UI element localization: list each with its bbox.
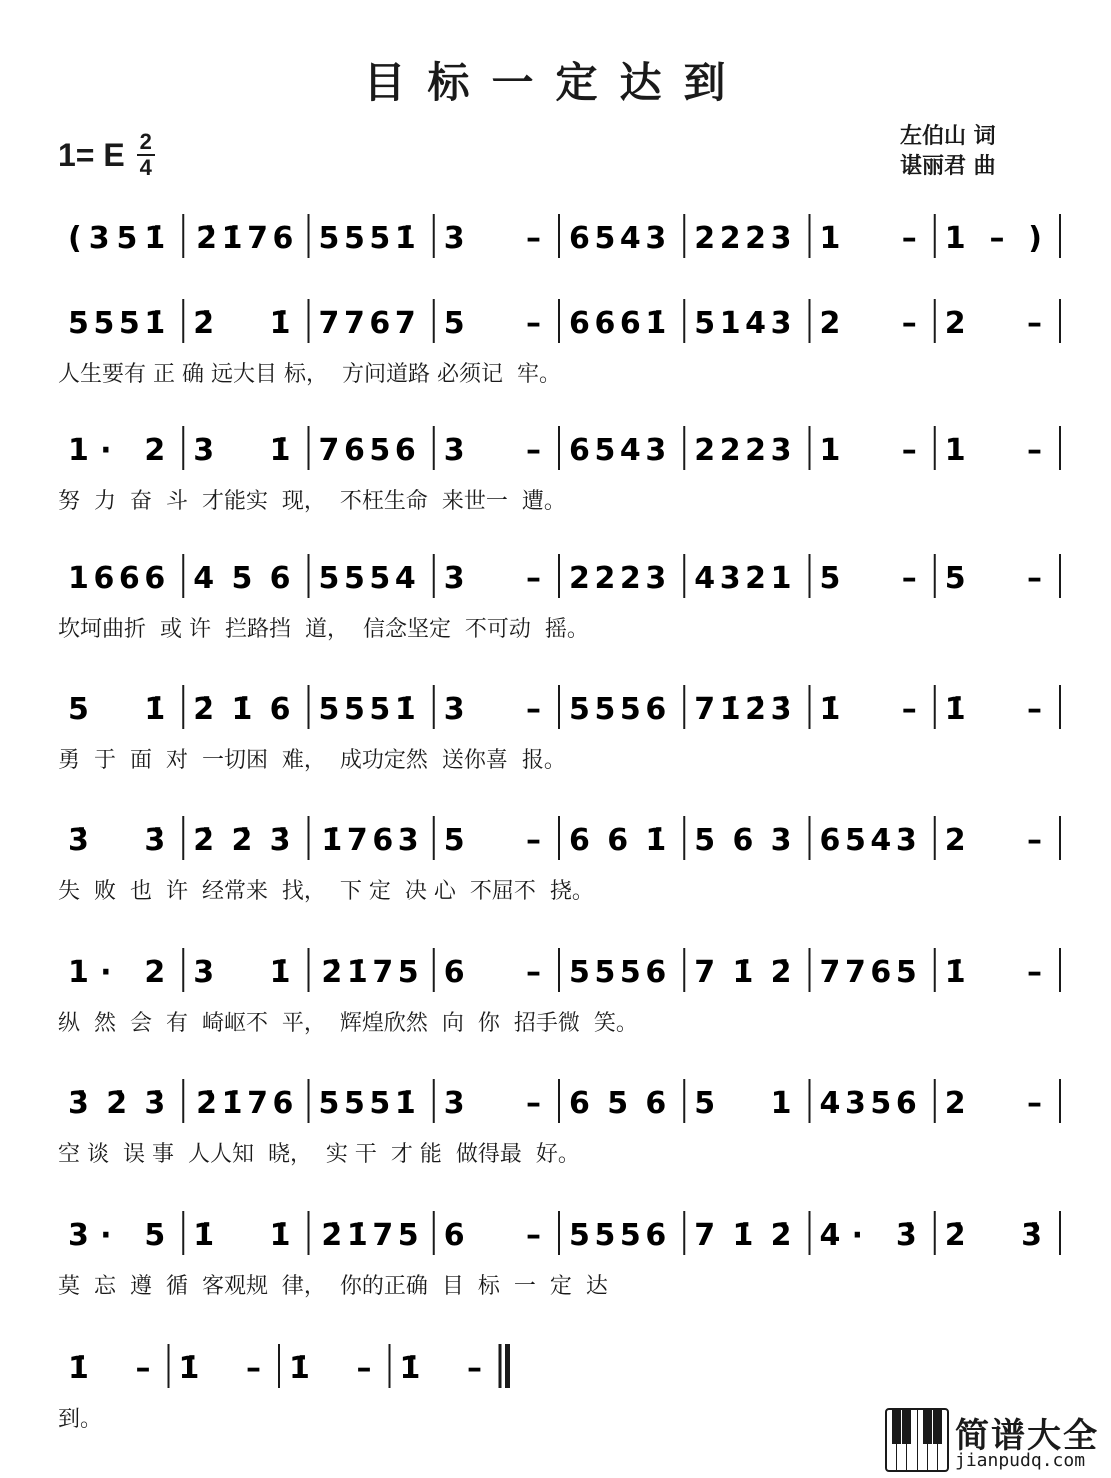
lyrics-line: 人生要有 正 确 远大目 标， 方问道路 必须记 牢。: [58, 362, 561, 387]
measure-notes: 6 5 4 3: [569, 433, 667, 468]
tonality: 1= E: [58, 136, 125, 173]
measure-notes: 3̇ 3̇: [68, 823, 166, 858]
measure-notes: 5 5 5 1̇: [318, 221, 416, 256]
final-barline: [505, 1344, 510, 1388]
piano-keys-icon: [885, 1408, 949, 1472]
measure-notes: 5 5 5 6: [569, 955, 667, 990]
measure-notes: 1· 2: [68, 955, 166, 990]
measure-notes: 1 –: [819, 221, 917, 256]
measure-notes: 6 –: [443, 955, 541, 990]
measure-notes: 2̇ 3̇: [944, 1218, 1042, 1253]
measure-notes: 7 1̇ 2̇ 3̇: [694, 692, 792, 727]
measure-notes: 3 1̇: [193, 955, 291, 990]
lyrics-line: 努 力 奋 斗 才能实 现， 不枉生命 来世一 遭。: [58, 489, 566, 514]
measure-notes: 3 –: [443, 1086, 541, 1121]
measure-notes: 2̇ 1̇ 7 5: [321, 1218, 419, 1253]
measure-notes: 2̇ 1̇: [193, 306, 291, 341]
measure-notes: 2 –: [944, 1086, 1042, 1121]
measure-notes: 1̇ –: [289, 1351, 372, 1386]
measure-notes: 5 1: [694, 1086, 792, 1121]
measure-notes: 7 7 6 5: [819, 955, 917, 990]
measure-notes: 5 5 5 1̇: [318, 1086, 416, 1121]
measure-notes: 3 –: [443, 433, 541, 468]
measure-notes: 2 2 2 3: [569, 561, 667, 596]
measure-notes: 5 5 5 6: [569, 1218, 667, 1253]
measure-notes: 2̇ 1̇ 7 5: [321, 955, 419, 990]
site-logo: [885, 1408, 1107, 1474]
measure-notes: 1̇ –: [68, 1351, 151, 1386]
measure-notes: 1̇ 1̇: [193, 1218, 291, 1253]
lyrics-line: 空 谈 误 事 人人知 晓， 实 干 才 能 做得最 好。: [58, 1142, 580, 1167]
measure-notes: 6 –: [443, 1218, 541, 1253]
logo-name: 简谱大全: [955, 1416, 1099, 1456]
measure-notes: 1̇ –: [944, 692, 1042, 727]
measure-notes: 1 –: [819, 433, 917, 468]
measure-notes: 5 1 4 3: [694, 306, 792, 341]
measure-notes: 3̇ 2̇ 3̇: [68, 1086, 166, 1121]
measure-notes: 2̇ 1̇ 6: [193, 692, 291, 727]
measure-notes: 2 –: [944, 306, 1042, 341]
lyrics-line: 莫 忘 遵 循 客观规 律， 你的正确 目 标 一 定 达: [58, 1274, 608, 1299]
measure-notes: ( 3 5 1̇: [68, 221, 166, 256]
measure-notes: 5 –: [944, 561, 1042, 596]
measure-notes: 4· 3̇: [819, 1218, 917, 1253]
measure-notes: 5 5 5 4: [318, 561, 416, 596]
measure-notes: 3 –: [443, 561, 541, 596]
measure-notes: 4 5 6: [193, 561, 291, 596]
measure-notes: 2̇ 1̇ 7 6: [196, 1086, 294, 1121]
measure-notes: 5 5 5 6: [569, 692, 667, 727]
song-title: 目标一定达到: [363, 58, 748, 107]
measure-notes: 5 5 5 1̇: [318, 692, 416, 727]
lyricist-credit: 左伯山 词: [900, 124, 996, 149]
composer-credit: 谌丽君 曲: [900, 154, 996, 179]
measure-notes: 5 5 5 1̇: [68, 306, 166, 341]
measure-notes: 5 –: [443, 306, 541, 341]
measure-notes: 7 7 6 7: [318, 306, 416, 341]
lyrics-line: 失 败 也 许 经常来 找， 下 定 决 心 不屈不 挠。: [58, 879, 594, 904]
measure-notes: 6 5 4 3: [569, 221, 667, 256]
lyrics-line: 勇 于 面 对 一切困 难， 成功定然 送你喜 报。: [58, 748, 566, 773]
measure-notes: 1̇ –: [819, 692, 917, 727]
logo-url: jianpudq.com: [955, 1450, 1086, 1471]
measure-notes: 3· 5: [68, 1218, 166, 1253]
measure-notes: 6 5 6: [569, 1086, 667, 1121]
time-denominator: 4: [139, 155, 152, 180]
measure-notes: 2 –: [944, 823, 1042, 858]
measure-notes: 6 6 1̇: [569, 823, 667, 858]
measure-notes: 2 2 2 3: [694, 433, 792, 468]
measure-notes: 5 –: [443, 823, 541, 858]
lyrics-line: 坎坷曲折 或 许 拦路挡 道， 信念坚定 不可动 摇。: [58, 617, 589, 642]
measure-notes: 5 –: [819, 561, 917, 596]
measure-notes: 3 1̇: [193, 433, 291, 468]
measure-notes: 3 –: [443, 221, 541, 256]
measure-notes: 6 6 6 1̇: [569, 306, 667, 341]
measure-notes: 1 6 6 6: [68, 561, 166, 596]
measure-notes: 1̇ 7 6 3: [321, 823, 419, 858]
lyrics-line: 到。: [58, 1407, 103, 1432]
measure-notes: 2 2 2 3: [694, 221, 792, 256]
measure-notes: 2̇ 2̇ 3̇: [193, 823, 291, 858]
measure-notes: 7 6 5 6: [318, 433, 416, 468]
measure-notes: 5 6 3: [694, 823, 792, 858]
measure-notes: 7 1̇ 2̇: [694, 955, 792, 990]
measure-notes: 1 – ): [944, 221, 1042, 256]
measure-notes: 4 3 2 1: [694, 561, 792, 596]
measure-notes: 4 3 5 6: [819, 1086, 917, 1121]
measure-notes: 2 –: [819, 306, 917, 341]
measure-notes: 1̇ –: [399, 1351, 482, 1386]
measure-notes: 7 1̇ 2̇: [694, 1218, 792, 1253]
measure-notes: 6 5 4 3: [819, 823, 917, 858]
measure-notes: 3 –: [443, 692, 541, 727]
measure-notes: 5 1̇: [68, 692, 166, 727]
measure-notes: 1 –: [944, 433, 1042, 468]
lyrics-line: 纵 然 会 有 崎岖不 平， 辉煌欣然 向 你 招手微 笑。: [58, 1011, 638, 1036]
measure-notes: 2̇ 1̇ 7 6: [196, 221, 294, 256]
measure-notes: 1· 2: [68, 433, 166, 468]
measure-notes: 1̇ –: [178, 1351, 261, 1386]
time-numerator: 2: [139, 129, 152, 154]
measure-notes: 1̇ –: [944, 955, 1042, 990]
